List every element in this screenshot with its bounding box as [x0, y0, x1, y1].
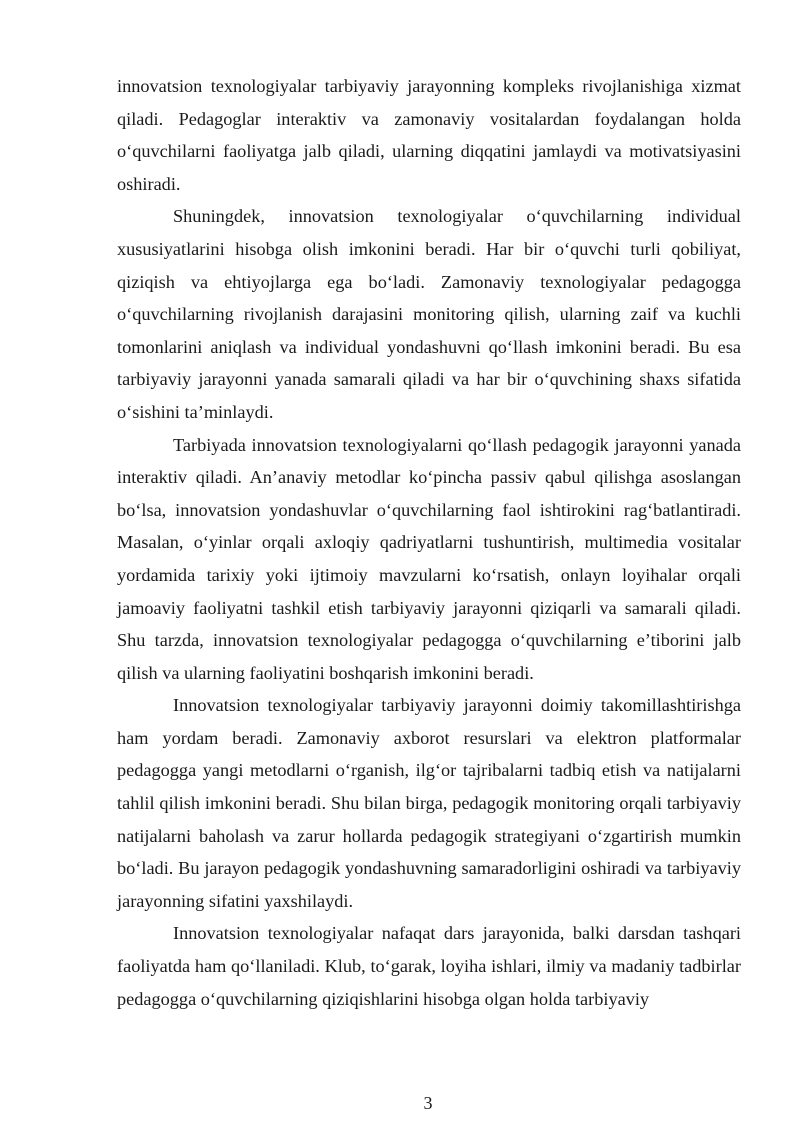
page-number: 3: [423, 1093, 433, 1113]
paragraph-individual-features: Shuningdek, innovatsion texnologiyalar o‘quvchilarning individual xususiyatlarini hisobga olish imkonini beradi. Har bir o‘quvchi turli qobiliyat, qiziqish va ehtiyojlarga ega bo‘ladi. Zamonaviy texnologiyalar pedagogga o‘quvchilarning rivojlanish darajasini monitoring qilish, ularning zaif va kuchli tomonlarini aniqlash va individual yondashuvni qo‘llash imkonini beradi. Bu esa tarbiyaviy jarayonni yanada samarali qiladi va har bir o‘quvchining shaxs sifatida o‘sishini ta’minlaydi.: [117, 206, 741, 422]
body-text: [117, 70, 741, 1015]
paragraph-extracurricular: Innovatsion texnologiyalar nafaqat dars jarayonida, balki darsdan tashqari faoliyatda ham qo‘llaniladi. Klub, to‘garak, loyiha ishlari, ilmiy va madaniy tadbirlar pedagogga o‘quvchilarning qiziqishlarini hisobga olgan holda tarbiyaviy: [117, 923, 741, 1009]
paragraph-interactive-process: Tarbiyada innovatsion texnologiyalarni qo‘llash pedagogik jarayonni yanada interaktiv qiladi. An’anaviy metodlar ko‘pincha passiv qabul qilishga asoslangan bo‘lsa, innovatsion yondashuvlar o‘quvchilarning faol ishtirokini rag‘batlantiradi. Masalan, o‘yinlar orqali axloqiy qadriyatlarni tushuntirish, multimedia vositalar yordamida tarixiy yoki ijtimoiy mavzularni ko‘rsatish, onlayn loyihalar orqali jamoaviy faoliyatni tashkil etish tarbiyaviy jarayonni qiziqarli va samarali qiladi. Shu tarzda, innovatsion texnologiyalar pedagogga o‘quvchilarning e’tiborini jalb qilish va ularning faoliyatini boshqarish imkonini beradi.: [117, 434, 741, 683]
paragraph-continuation: innovatsion texnologiyalar tarbiyaviy jarayonning kompleks rivojlanishiga xizmat qiladi. Pedagoglar interaktiv va zamonaviy vositalardan foydalangan holda o‘quvchilarni faoliyatga jalb qiladi, ularning diqqatini jamlaydi va motivatsiyasini oshiradi.: [117, 76, 741, 194]
paragraph-continuous-improvement: Innovatsion texnologiyalar tarbiyaviy jarayonni doimiy takomillashtirishga ham yordam beradi. Zamonaviy axborot resurslari va elektron platformalar pedagogga yangi metodlarni o‘rganish, ilg‘or tajribalarni tadbiq etish va natijalarni tahlil qilish imkonini beradi. Shu bilan birga, pedagogik monitoring orqali tarbiyaviy natijalarni baholash va zarur hollarda pedagogik strategiyani o‘zgartirish mumkin bo‘ladi. Bu jarayon pedagogik yondashuvning samaradorligini oshiradi va tarbiyaviy jarayonning sifatini yaxshilaydi.: [117, 695, 741, 911]
